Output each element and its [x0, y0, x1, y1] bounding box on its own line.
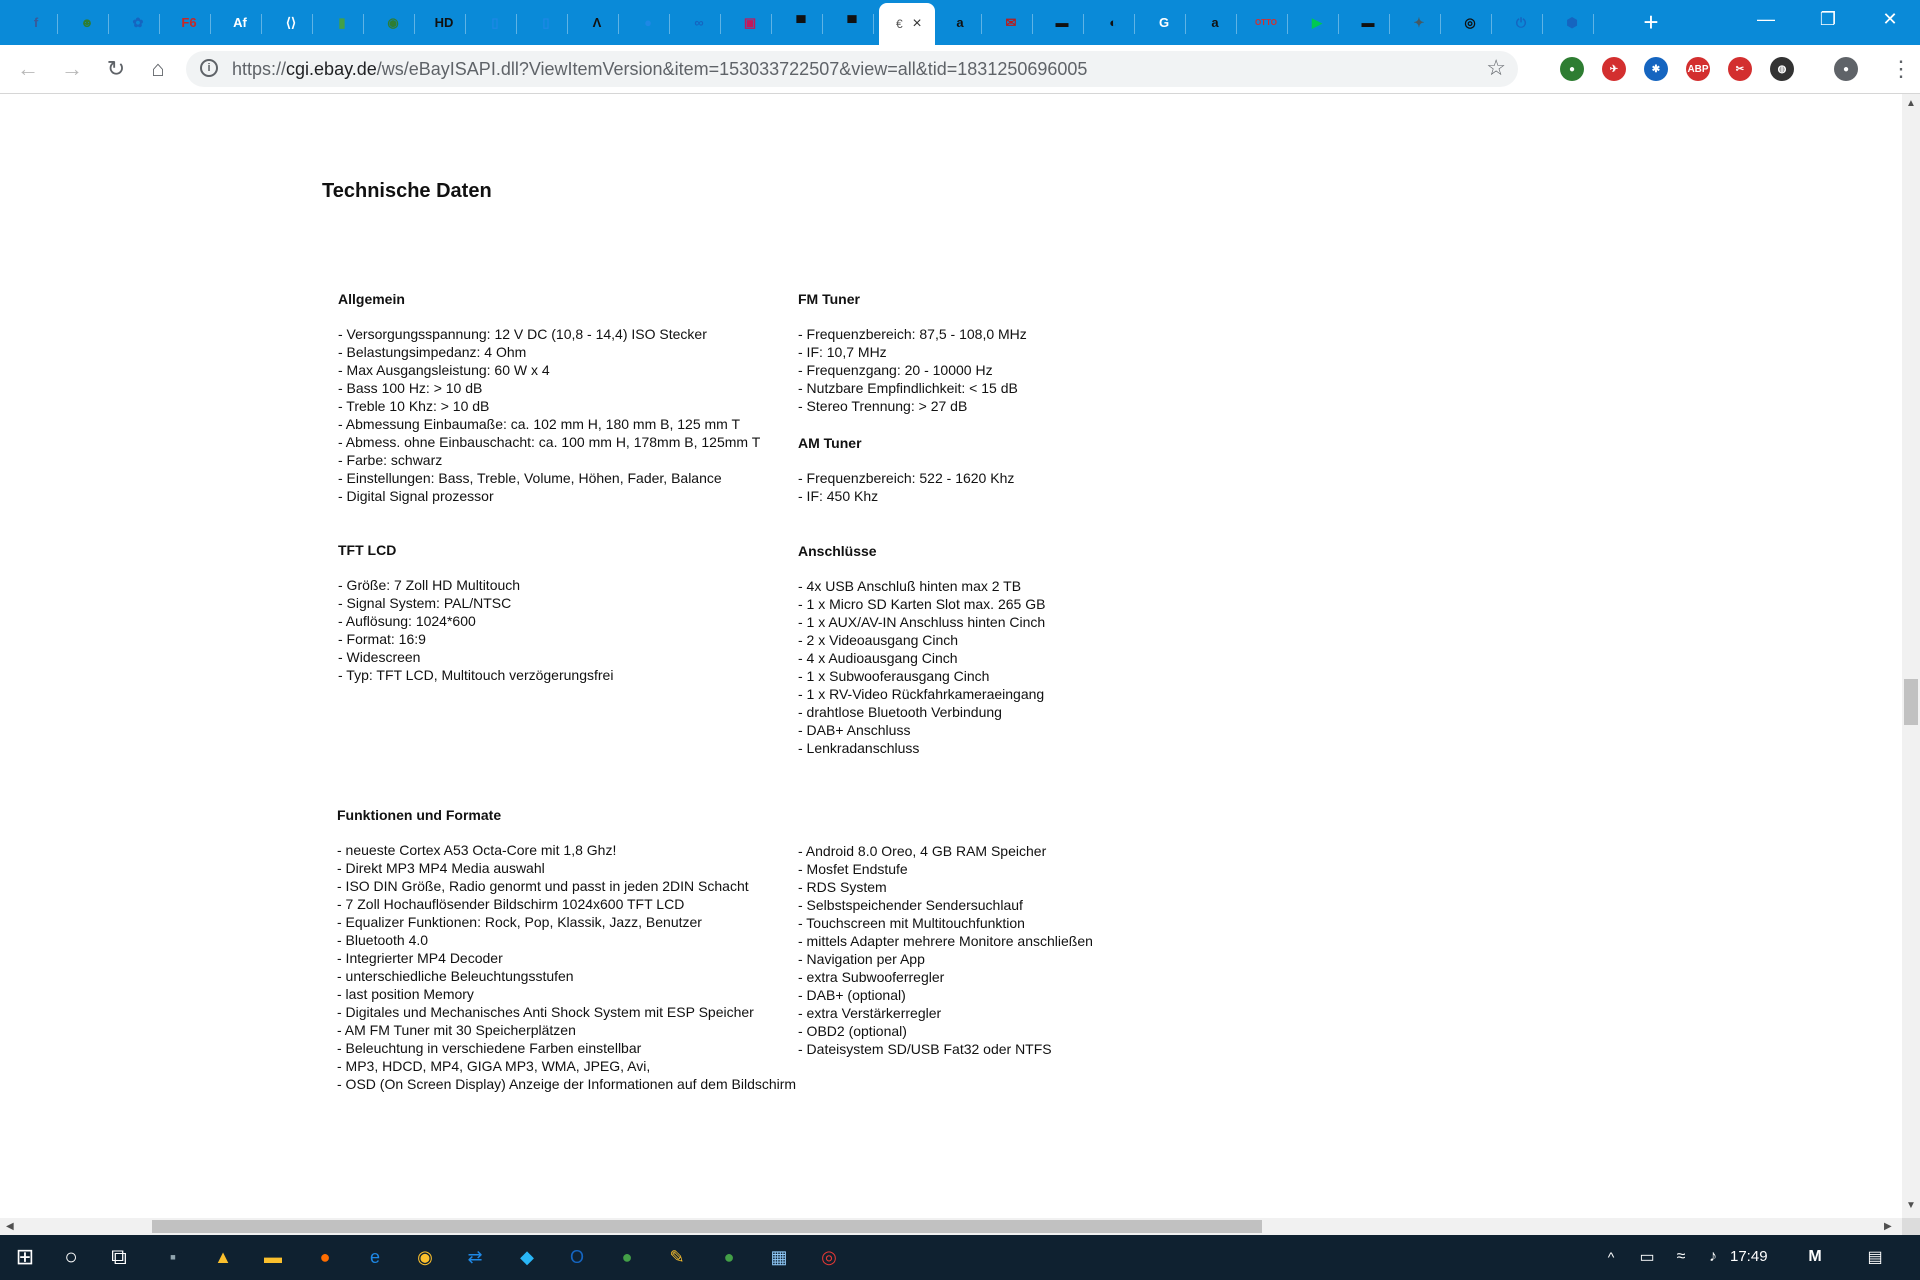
spec-line: - 2 x Videoausgang Cinch — [798, 632, 959, 648]
spec-line: - unterschiedliche Beleuchtungsstufen — [337, 968, 574, 984]
spec-line: - Beleuchtung in verschiedene Farben einstellbar — [337, 1040, 642, 1056]
globe-tab-icon: ◉ — [387, 14, 399, 30]
drop-icon: ● — [644, 15, 652, 30]
address-bar[interactable] — [186, 51, 1518, 87]
flag-icon-2: ▬ — [1361, 15, 1375, 30]
section-anschluesse — [798, 542, 1045, 757]
section-heading: AM Tuner — [798, 435, 862, 451]
spec-line: - IF: 450 Khz — [798, 488, 879, 504]
browser-tab[interactable] — [524, 4, 568, 41]
spec-line: - Farbe: schwarz — [338, 452, 443, 468]
github-icon: ◐ — [1109, 15, 1117, 30]
section-fm-tuner — [798, 290, 1027, 415]
browser-tab[interactable] — [1499, 4, 1543, 41]
reload-button[interactable]: ↻ — [106, 56, 126, 81]
browser-tab[interactable] — [626, 4, 670, 41]
spec-line: - last position Memory — [337, 986, 474, 1002]
image-icon[interactable]: ▦ — [770, 1246, 788, 1267]
pdf-icon[interactable]: ✂ — [1728, 57, 1752, 81]
browser-tab[interactable] — [218, 4, 262, 41]
restore-button[interactable]: ❐ — [1819, 9, 1837, 29]
browser-tab[interactable] — [728, 4, 772, 41]
section-heading: TFT LCD — [338, 542, 397, 558]
url-text[interactable] — [232, 59, 1087, 80]
spec-line: - AM FM Tuner mit 30 Speicherplätzen — [337, 1022, 576, 1038]
spec-line: - drahtlose Bluetooth Verbindung — [798, 704, 1002, 720]
browser-tab[interactable] — [938, 4, 982, 41]
tab-separator — [465, 14, 466, 34]
bracket-icon: ⟨⟩ — [285, 14, 297, 30]
chrome-icon[interactable]: ◉ — [417, 1246, 433, 1267]
app-m-icon[interactable]: M — [1808, 1248, 1822, 1265]
horizontal-scroll-thumb[interactable] — [152, 1220, 1262, 1233]
tab-separator — [108, 14, 109, 34]
teamviewer-icon[interactable]: ⇄ — [467, 1246, 483, 1267]
browser-tab[interactable] — [1397, 4, 1441, 41]
edge-icon[interactable]: e — [369, 1246, 380, 1267]
blank-page-icon: ▯ — [542, 14, 550, 30]
tab-separator — [159, 14, 160, 34]
browser-tab[interactable] — [1550, 4, 1594, 41]
section-am-tuner — [798, 434, 1014, 505]
tab-separator — [873, 14, 874, 34]
tab-strip — [0, 0, 1920, 45]
tab-separator — [822, 14, 823, 34]
skype-icon[interactable]: ◆ — [520, 1246, 534, 1267]
tab-separator — [414, 14, 415, 34]
tab-separator — [1083, 14, 1084, 34]
tab-separator — [312, 14, 313, 34]
spec-line: - Android 8.0 Oreo, 4 GB RAM Speicher — [798, 843, 1047, 859]
frog-icon: ☻ — [80, 15, 94, 30]
spec-line: - Max Ausgangsleistung: 60 W x 4 — [338, 362, 550, 378]
outlook-icon[interactable]: O — [569, 1246, 584, 1267]
spec-line: - Mosfet Endstufe — [798, 861, 908, 877]
spec-line: - 1 x Subwooferausgang Cinch — [798, 668, 990, 684]
browser-tab[interactable] — [1448, 4, 1492, 41]
tab-separator — [363, 14, 364, 34]
spec-line: - Abmessung Einbaumaße: ca. 102 mm H, 180 mm B, 125 mm T — [338, 416, 741, 432]
puzzle-icon: ✦ — [1413, 14, 1425, 30]
scroll-right-arrow-icon[interactable]: ▶ — [1884, 1221, 1892, 1232]
ebay-icon: € — [895, 17, 903, 31]
tab-separator — [516, 14, 517, 34]
spec-line: - Lenkradanschluss — [798, 740, 920, 756]
gear-tab-icon: ✿ — [132, 14, 144, 30]
af-icon: Af — [233, 15, 247, 30]
tab-separator — [567, 14, 568, 34]
facebook-icon: f — [33, 15, 39, 30]
browser-tab[interactable] — [779, 4, 823, 41]
tab-separator — [1542, 14, 1543, 34]
url-path: /ws/eBayISAPI.dll?ViewItemVersion&item=153033722507&view=all&tid=1831250696005 — [376, 59, 1088, 79]
circle-g-icon: ◎ — [1464, 14, 1476, 30]
scroll-up-arrow-icon[interactable]: ▲ — [1906, 98, 1916, 109]
browser-tab[interactable] — [65, 4, 109, 41]
plane-ext-icon[interactable]: ✈ — [1602, 57, 1626, 81]
tab-separator — [1593, 14, 1594, 34]
forward-button[interactable]: → — [61, 56, 83, 81]
app-icon-4[interactable]: ◎ — [821, 1246, 837, 1267]
spec-line: - Digital Signal prozessor — [338, 488, 494, 504]
spec-line: - extra Verstärkerregler — [798, 1005, 942, 1021]
shield-tab-icon: ⬢ — [1566, 14, 1578, 30]
spec-line: - 7 Zoll Hochauflösender Bildschirm 1024x600 TFT LCD — [337, 896, 685, 912]
section-heading: Funktionen und Formate — [337, 807, 502, 823]
scroll-left-arrow-icon[interactable]: ◀ — [6, 1221, 14, 1232]
tab-separator — [1032, 14, 1033, 34]
browser-menu-icon[interactable]: ⋮ — [1890, 56, 1912, 81]
amazon-icon-2: a — [1211, 15, 1219, 30]
scroll-down-arrow-icon[interactable]: ▼ — [1906, 1200, 1916, 1211]
browser-tab[interactable] — [1142, 4, 1186, 41]
spec-line: - Format: 16:9 — [338, 631, 426, 647]
spec-line: - Einstellungen: Bass, Treble, Volume, Höhen, Fader, Balance — [338, 470, 722, 486]
spec-line: - IF: 10,7 MHz — [798, 344, 887, 360]
vertical-scroll-thumb[interactable] — [1904, 679, 1918, 725]
spec-line: - Belastungsimpedanz: 4 Ohm — [338, 344, 527, 360]
browser-tab[interactable] — [1193, 4, 1237, 41]
spec-line: - Versorgungsspannung: 12 V DC (10,8 - 14,4) ISO Stecker — [338, 326, 707, 342]
browser-tab[interactable] — [677, 4, 721, 41]
spec-line: - neueste Cortex A53 Octa-Core mit 1,8 Ghz! — [337, 842, 617, 858]
tab-separator — [1287, 14, 1288, 34]
section-funktionen — [337, 806, 796, 1093]
spec-line: - 4x USB Anschluß hinten max 2 TB — [798, 578, 1022, 594]
spec-line: - Größe: 7 Zoll HD Multitouch — [338, 577, 521, 593]
horizontal-scrollbar[interactable] — [0, 1218, 1902, 1235]
minimize-button[interactable]: — — [1757, 9, 1775, 29]
taskbar — [0, 1235, 1920, 1280]
tab-separator — [1236, 14, 1237, 34]
spec-line: - Typ: TFT LCD, Multitouch verzögerungsfrei — [338, 667, 614, 683]
google-icon: G — [1158, 15, 1170, 30]
task-view-icon[interactable]: ⧉ — [111, 1244, 127, 1269]
explorer-icon[interactable]: ▬ — [264, 1246, 282, 1267]
browser-tab[interactable] — [167, 4, 211, 41]
scrollbar-corner — [1902, 1218, 1920, 1235]
spec-line: - Signal System: PAL/NTSC — [338, 595, 512, 611]
browser-tab[interactable] — [320, 4, 364, 41]
browser-tab[interactable] — [473, 4, 517, 41]
new-tab-button[interactable]: + — [1643, 7, 1659, 37]
section-heading: Allgemein — [338, 291, 405, 307]
spec-line: - Treble 10 Khz: > 10 dB — [338, 398, 490, 414]
tab-separator — [1440, 14, 1441, 34]
windows-start-icon[interactable]: ⊞ — [15, 1244, 35, 1269]
tray-chevron-icon[interactable]: ^ — [1607, 1249, 1615, 1265]
site-info-icon[interactable]: i — [200, 59, 218, 77]
spec-line: - Abmess. ohne Einbauschacht: ca. 100 mm H, 178mm B, 125mm T — [338, 434, 761, 450]
browser-tab[interactable] — [116, 4, 160, 41]
browser-tab-active[interactable] — [879, 3, 935, 45]
bag-icon-2: ▀ — [847, 15, 857, 30]
spec-line: - mittels Adapter mehrere Monitore anschließen — [798, 933, 1093, 949]
clock[interactable]: 17:49 — [1730, 1248, 1768, 1265]
url-prefix: https:// — [232, 59, 287, 79]
spec-line: - Widescreen — [338, 649, 421, 665]
tab-separator — [261, 14, 262, 34]
adblock-icon[interactable]: ABP — [1686, 57, 1710, 81]
spec-line: - OSD (On Screen Display) Anzeige der Informationen auf dem Bildschirm — [337, 1076, 797, 1092]
spec-line: - Stereo Trennung: > 27 dB — [798, 398, 968, 414]
spec-line: - Selbstspeichender Sendersuchlauf — [798, 897, 1023, 913]
tab-separator — [57, 14, 58, 34]
browser-tab[interactable] — [989, 4, 1033, 41]
wifi-icon[interactable]: ≈ — [1676, 1248, 1686, 1265]
tab-separator — [1338, 14, 1339, 34]
world-ext-icon[interactable]: ◍ — [1770, 57, 1794, 81]
browser-tab[interactable] — [269, 4, 313, 41]
spec-line: - Digitales und Mechanisches Anti Shock System mit ESP Speicher — [337, 1004, 754, 1020]
browser-tab[interactable] — [830, 4, 874, 41]
spec-line: - Dateisystem SD/USB Fat32 oder NTFS — [798, 1041, 1052, 1057]
spec-line: - Bass 100 Hz: > 10 dB — [338, 380, 483, 396]
power-icon: ⏻ — [1515, 14, 1527, 30]
spec-line: - 1 x Micro SD Karten Slot max. 265 GB — [798, 596, 1046, 612]
spec-line: - Bluetooth 4.0 — [337, 932, 429, 948]
flag-de-icon: ▬ — [1055, 15, 1069, 30]
browser-tab[interactable] — [422, 4, 466, 41]
page-content — [0, 94, 1902, 1218]
tab-separator — [1185, 14, 1186, 34]
amazon-icon: a — [956, 15, 964, 30]
app-icon-1[interactable]: ▪ — [169, 1246, 177, 1267]
spec-line: - RDS System — [798, 879, 887, 895]
drive-icon[interactable]: ▲ — [214, 1246, 232, 1267]
volume-icon[interactable]: ♪ — [1709, 1248, 1717, 1265]
close-window-button[interactable]: ✕ — [1882, 9, 1898, 29]
lambda-icon: Λ — [592, 15, 602, 30]
vertical-scrollbar[interactable] — [1902, 94, 1920, 1218]
url-host: cgi.ebay.de — [286, 59, 377, 79]
spec-line: - Frequenzbereich: 522 - 1620 Khz — [798, 470, 1015, 486]
spec-line: - Integrierter MP4 Decoder — [337, 950, 503, 966]
infinity-icon: ∞ — [694, 15, 704, 30]
browser-toolbar — [0, 45, 1920, 94]
battery-icon[interactable]: ▭ — [1639, 1249, 1655, 1266]
play-icon: ▶ — [1312, 14, 1322, 30]
spec-line: - DAB+ Anschluss — [798, 722, 911, 738]
browser-tab[interactable] — [575, 4, 619, 41]
page-icon: ▯ — [491, 14, 499, 30]
phone-icon: ▮ — [338, 14, 346, 30]
spec-line: - Frequenzgang: 20 - 10000 Hz — [798, 362, 993, 378]
spec-line: - extra Subwooferregler — [798, 969, 945, 985]
tab-separator — [1389, 14, 1390, 34]
hd-icon: HD — [434, 15, 454, 30]
browser-tab[interactable] — [14, 4, 58, 41]
cortana-icon[interactable]: ○ — [64, 1244, 78, 1269]
app-icon-3[interactable]: ● — [723, 1246, 735, 1267]
tab-separator — [981, 14, 982, 34]
spec-line: - MP3, HDCD, MP4, GIGA MP3, WMA, JPEG, Avi, — [337, 1058, 651, 1074]
firefox-icon[interactable]: ● — [319, 1246, 331, 1267]
spec-line: - Auflösung: 1024*600 — [338, 613, 476, 629]
spec-line: - Nutzbare Empfindlichkeit: < 15 dB — [798, 380, 1018, 396]
tab-separator — [210, 14, 211, 34]
globe-ext-icon[interactable]: ● — [1560, 57, 1584, 81]
frame-icon: ▣ — [743, 14, 757, 30]
browser-tab[interactable] — [1346, 4, 1390, 41]
tab-separator — [720, 14, 721, 34]
section-tft-lcd — [338, 541, 613, 684]
notifications-icon[interactable]: ▤ — [1867, 1249, 1883, 1266]
browser-tab[interactable] — [1295, 4, 1339, 41]
browser-tab[interactable] — [1040, 4, 1084, 41]
spec-line: - ISO DIN Größe, Radio genormt und passt in jeden 2DIN Schacht — [337, 878, 749, 894]
browser-tab[interactable] — [1244, 4, 1288, 41]
tab-separator — [669, 14, 670, 34]
bag-icon: ▀ — [796, 15, 806, 30]
spec-line: - 4 x Audioausgang Cinch — [798, 650, 958, 666]
back-button[interactable]: ← — [17, 56, 39, 81]
tab-separator — [1491, 14, 1492, 34]
spec-line: - 1 x AUX/AV-IN Anschluss hinten Cinch — [798, 614, 1046, 630]
spec-line: - Navigation per App — [798, 951, 925, 967]
tab-separator — [771, 14, 772, 34]
otto-icon: OTTO — [1254, 18, 1278, 27]
tab-separator — [618, 14, 619, 34]
spec-line: - Equalizer Funktionen: Rock, Pop, Klassik, Jazz, Benutzer — [337, 914, 702, 930]
browser-tab[interactable] — [371, 4, 415, 41]
section-allgemein — [338, 290, 760, 505]
close-tab-icon[interactable]: × — [912, 15, 922, 32]
bookmark-star-icon[interactable]: ☆ — [1486, 55, 1506, 80]
f6-icon: F6 — [181, 15, 197, 30]
spec-line: - DAB+ (optional) — [798, 987, 906, 1003]
section-heading: FM Tuner — [798, 291, 860, 307]
spec-line: - 1 x RV-Video Rückfahrkameraeingang — [798, 686, 1045, 702]
spec-line: - Direkt MP3 MP4 Media auswahl — [337, 860, 545, 876]
app-icon-2[interactable]: ● — [621, 1246, 633, 1267]
spec-line: - OBD2 (optional) — [798, 1023, 907, 1039]
flower-ext-icon[interactable]: ✱ — [1644, 57, 1668, 81]
tab-separator — [1134, 14, 1135, 34]
mail-icon: ✉ — [1005, 14, 1017, 30]
home-button[interactable]: ⌂ — [151, 56, 165, 81]
account-icon[interactable]: ● — [1834, 57, 1858, 81]
browser-tab[interactable] — [1091, 4, 1135, 41]
page-title: Technische Daten — [322, 180, 492, 202]
section-funktionen-2 — [798, 842, 1093, 1058]
paint-icon[interactable]: ✎ — [669, 1246, 685, 1267]
section-heading: Anschlüsse — [798, 543, 877, 559]
spec-line: - Frequenzbereich: 87,5 - 108,0 MHz — [798, 326, 1027, 342]
spec-line: - Touchscreen mit Multitouchfunktion — [798, 915, 1025, 931]
